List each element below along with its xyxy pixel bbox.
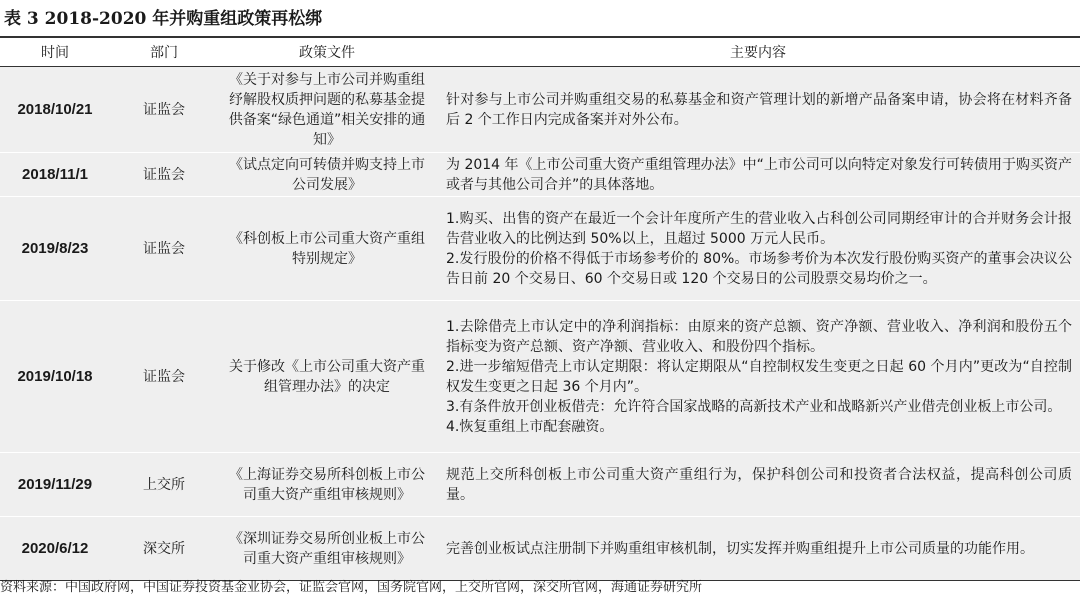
row-content xyxy=(436,301,1080,453)
row-content xyxy=(436,453,1080,517)
table-row xyxy=(0,153,1080,197)
row-policy-document: 《上海证券交易所科创板上市公司重大资产重组审核规则》 xyxy=(218,453,436,517)
row-content xyxy=(436,153,1080,197)
content-paragraph: 1.去除借壳上市认定中的净利润指标：由原来的资产总额、资产净额、营业收入、净利润和股份五个指标变为资产总额、资产净额、营业收入、和股份四个指标。 xyxy=(446,318,1072,355)
row-department: 证监会 xyxy=(110,67,218,153)
table-row xyxy=(0,67,1080,153)
row-department: 证监会 xyxy=(110,153,218,197)
row-content xyxy=(436,197,1080,301)
table-row xyxy=(0,301,1080,453)
table-row xyxy=(0,517,1080,581)
content-paragraph: 规范上交所科创板上市公司重大资产重组行为，保护科创公司和投资者合法权益，提高科创公司质量。 xyxy=(446,466,1072,503)
row-policy-document: 《关于对参与上市公司并购重组纾解股权质押问题的私募基金提供备案“绿色通道”相关安排的通知》 xyxy=(218,67,436,153)
row-department: 上交所 xyxy=(110,453,218,517)
content-paragraph: 3.有条件放开创业板借壳：允许符合国家战略的高新技术产业和战略新兴产业借壳创业板上市公司。 xyxy=(446,398,1062,415)
row-department: 证监会 xyxy=(110,197,218,301)
row-date: 2018/11/1 xyxy=(0,153,110,197)
row-department: 证监会 xyxy=(110,301,218,453)
table-header-row xyxy=(0,37,1080,67)
row-policy-document: 关于修改《上市公司重大资产重组管理办法》的决定 xyxy=(218,301,436,453)
header-main-content: 主要内容 xyxy=(436,37,1080,67)
table-row xyxy=(0,197,1080,301)
row-date: 2019/8/23 xyxy=(0,197,110,301)
content-paragraph: 完善创业板试点注册制下并购重组审核机制，切实发挥并购重组提升上市公司质量的功能作用。 xyxy=(446,540,1034,557)
content-paragraph: 为 2014 年《上市公司重大资产重组管理办法》中“上市公司可以向特定对象发行可转债用于购买资产或者与其他公司合并”的具体落地。 xyxy=(446,156,1072,193)
content-paragraph: 针对参与上市公司并购重组交易的私募基金和资产管理计划的新增产品备案申请，协会将在材料齐备后 2 个工作日内完成备案并对外公布。 xyxy=(446,91,1072,128)
row-date: 2019/10/18 xyxy=(0,301,110,453)
header-department: 部门 xyxy=(110,37,218,67)
table-row xyxy=(0,453,1080,517)
row-policy-document: 《试点定向可转债并购支持上市公司发展》 xyxy=(218,153,436,197)
row-policy-document: 《深圳证券交易所创业板上市公司重大资产重组审核规则》 xyxy=(218,517,436,581)
table-title: 表 3 2018-2020 年并购重组政策再松绑 xyxy=(4,9,323,29)
row-date: 2018/10/21 xyxy=(0,67,110,153)
row-date: 2020/6/12 xyxy=(0,517,110,581)
policy-table xyxy=(0,36,1080,581)
content-paragraph: 4.恢复重组上市配套融资。 xyxy=(446,418,614,435)
source-note: 资料来源：中国政府网，中国证券投资基金业协会，证监会官网，国务院官网，上交所官网，深交所官网，海通证券研究所 xyxy=(0,580,703,595)
content-paragraph: 2.进一步缩短借壳上市认定期限：将认定期限从“自控制权发生变更之日起 60 个月内”更改为“自控制权发生变更之日起 36 个月内”。 xyxy=(446,358,1072,395)
header-time: 时间 xyxy=(0,37,110,67)
row-date: 2019/11/29 xyxy=(0,453,110,517)
row-content xyxy=(436,517,1080,581)
content-paragraph: 1.购买、出售的资产在最近一个会计年度所产生的营业收入占科创公司同期经审计的合并财务会计报告营业收入的比例达到 50%以上，且超过 5000 万元人民币。 xyxy=(446,210,1072,247)
header-policy-document: 政策文件 xyxy=(218,37,436,67)
content-paragraph: 2.发行股份的价格不得低于市场参考价的 80%。市场参考价为本次发行股份购买资产的董事会决议公告日前 20 个交易日、60 个交易日或 120 个交易日的公司股票交易均价之一。 xyxy=(446,250,1072,287)
row-content xyxy=(436,67,1080,153)
row-department: 深交所 xyxy=(110,517,218,581)
row-policy-document: 《科创板上市公司重大资产重组特别规定》 xyxy=(218,197,436,301)
